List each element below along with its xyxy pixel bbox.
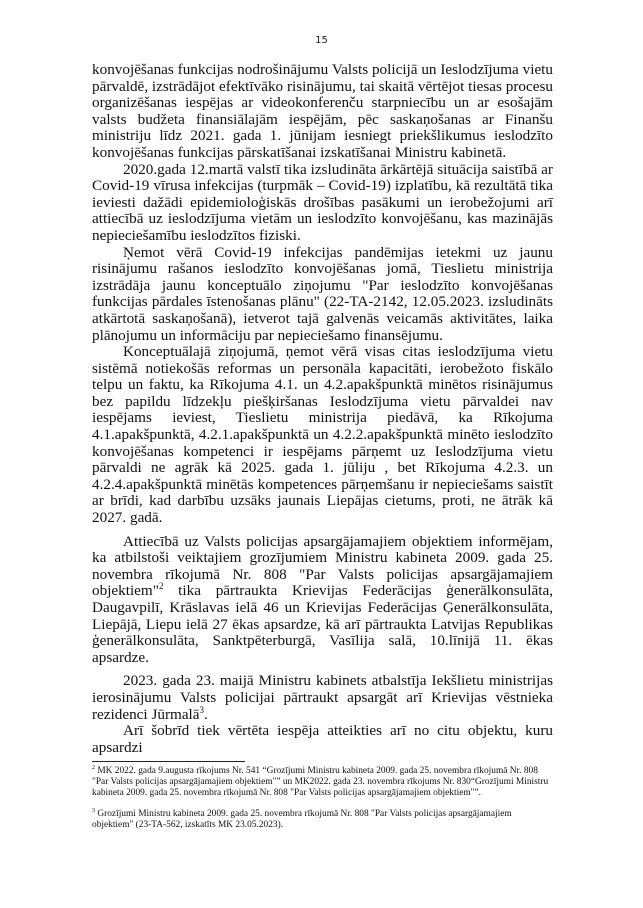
paragraph-text: . xyxy=(204,705,208,723)
paragraph-report-proposal: Konceptuālajā ziņojumā, ņemot vērā visas citas ieslodzījuma vietu sistēmā notiekošās reformas un personāla kapacitāti, ierobežoto fiskālo telpu un faktu, ka Rīkojuma 4.1. un 4.2.apakšpunktā minētos risinājumus bez papildu līdzekļu piešķiršanas Ieslodzījuma vietu pārvaldei nav iespējams ieviest, Tieslietu ministrija piedāvā, ka Rīkojuma 4.1.apakšpunktā, 4.2.1.apakšpunktā un 4.2.2.apakšpunktā minēto ieslodzīto konvojēšanas kompetenci ir iespējams pārņemt uz Ieslodzījuma vietu pārvaldi ne agrāk kā 2025. gada 1. jūliju , bet Rīkojuma 4.2.3. un 4.2.4.apakšpunktā minētās kompetences pārņemšanu ir nepieciešams saistīt ar brīdi, kad darbību uzsāks jaunais Liepājas cietums, proti, ne ātrāk kā 2027. gadā. xyxy=(92,343,553,527)
document-body xyxy=(92,62,553,756)
paragraph-police-objects xyxy=(92,534,553,667)
footnote-number: 3 xyxy=(92,807,95,814)
footnote-3 xyxy=(92,809,553,831)
footnote-separator xyxy=(92,761,245,762)
footnote-text: MK 2022. gada 9.augusta rīkojums Nr. 541 “Grozījumi Ministru kabineta 2009. gada 25. novembra rīkojumā Nr. 808 "Par Valsts policijas apsargājamajiem objektiem"” un MK2022. gada 23. novembra rīkojums Nr. 830“Grozījumi Ministru kabineta 2009. gada 25. novembra rīkojumā Nr. 808 "Par Valsts policijas apsargājamajiem objektiem"”. xyxy=(92,766,549,798)
paragraph-cabinet-decision xyxy=(92,673,553,723)
paragraph-other-objects: Arī šobrīd tiek vērtēta iespēja atteikties arī no citu objektu, kuru apsardzi xyxy=(92,722,553,756)
footnote-ref-3[interactable]: 3 xyxy=(199,704,205,715)
footnote-number: 2 xyxy=(92,764,95,771)
paragraph-text: 2023. gada 23. maijā Ministru kabinets atbalstīja Iekšlietu ministrijas ierosinājumu Valsts policijai pārtraukt apsargāt arī Krievijas vēstnieka rezidenci Jūrmalā xyxy=(92,672,553,723)
paragraph-continued: konvojēšanas funkcijas nodrošinājumu Valsts policijā un Ieslodzījuma vietu pārvaldē, izstrādājot efektīvāko risinājumu, tai skaitā vērtējot tiesas procesu organizēšanas iespējas ar videokonferenču starpniecību un ar esošajām valsts budžeta finansiālajām iespējām, pēc saskaņošanas ar Finanšu ministriju līdz 2021. gada 1. jūnijam iesniegt priekšlikumus ieslodzīto konvojēšanas funkcijas pārskatīšanai izskatīšanai Ministru kabinetā. xyxy=(92,61,553,161)
paragraph-text: Attiecībā uz Valsts policijas apsargājamajiem objektiem informējam, ka atbilstoši veiktajiem grozījumiem Ministru kabineta 2009. gada 25. novembra rīkojumā Nr. 808 "Par Valsts policijas apsargājamajiem objektiem" xyxy=(92,532,553,600)
page-number: 15 xyxy=(315,35,328,46)
paragraph-text: tika pārtraukta Krievijas Federācijas ģenerālkonsulāta, Daugavpilī, Krāslavas ielā 46 un Krievijas Federācijas Ģenerālkonsulāta, Liepājā, Liepu ielā 27 ēkas apsardze, kā arī pārtraukta Latvijas Republikas ģenerālkonsulāta, Sanktpēterburgā, Vasīlija salā, 10.līnijā 11. ēkas apsardze. xyxy=(92,582,553,666)
footnote-2 xyxy=(92,766,553,799)
paragraph-covid-emergency: 2020.gada 12.martā valstī tika izsludināta ārkārtējā situācija saistībā ar Covid-19 vīrusa infekcijas (turpmāk – Covid-19) izplatību, kā rezultātā tika ieviesti dažādi epidemioloģiskās drošības pasākumi un ierobežojumi arī attiecībā uz ieslodzījuma vietām un ieslodzīto konvojēšanu, kas mazinājās nepieciešamību ieslodzītos fiziski. xyxy=(92,160,553,244)
footnotes xyxy=(92,766,553,831)
paragraph-conceptual-report: Ņemot vērā Covid-19 infekcijas pandēmijas ietekmi uz jaunu risinājumu rašanos ieslodzīto konvojēšanas jomā, Tieslietu ministrija izstrādāja jaunu konceptuālo ziņojumu "Par ieslodzīto konvojēšanas funkcijas pārdales īstenošanas plānu" (22-TA-2142, 12.05.2023. izsludināts atkārtotā saskaņošanā), ietverot tajā galvenās veicamās aktivitātes, laika plānojumu un informāciju par nepieciešamo finansējumu. xyxy=(92,243,553,344)
footnote-text: Grozījumi Ministru kabineta 2009. gada 25. novembra rīkojumā Nr. 808 "Par Valsts policijas apsargājamajiem objektiem" (23-TA-562, izskatīts MK 23.05.2023). xyxy=(92,809,512,830)
footnote-ref-2[interactable]: 2 xyxy=(158,581,164,592)
